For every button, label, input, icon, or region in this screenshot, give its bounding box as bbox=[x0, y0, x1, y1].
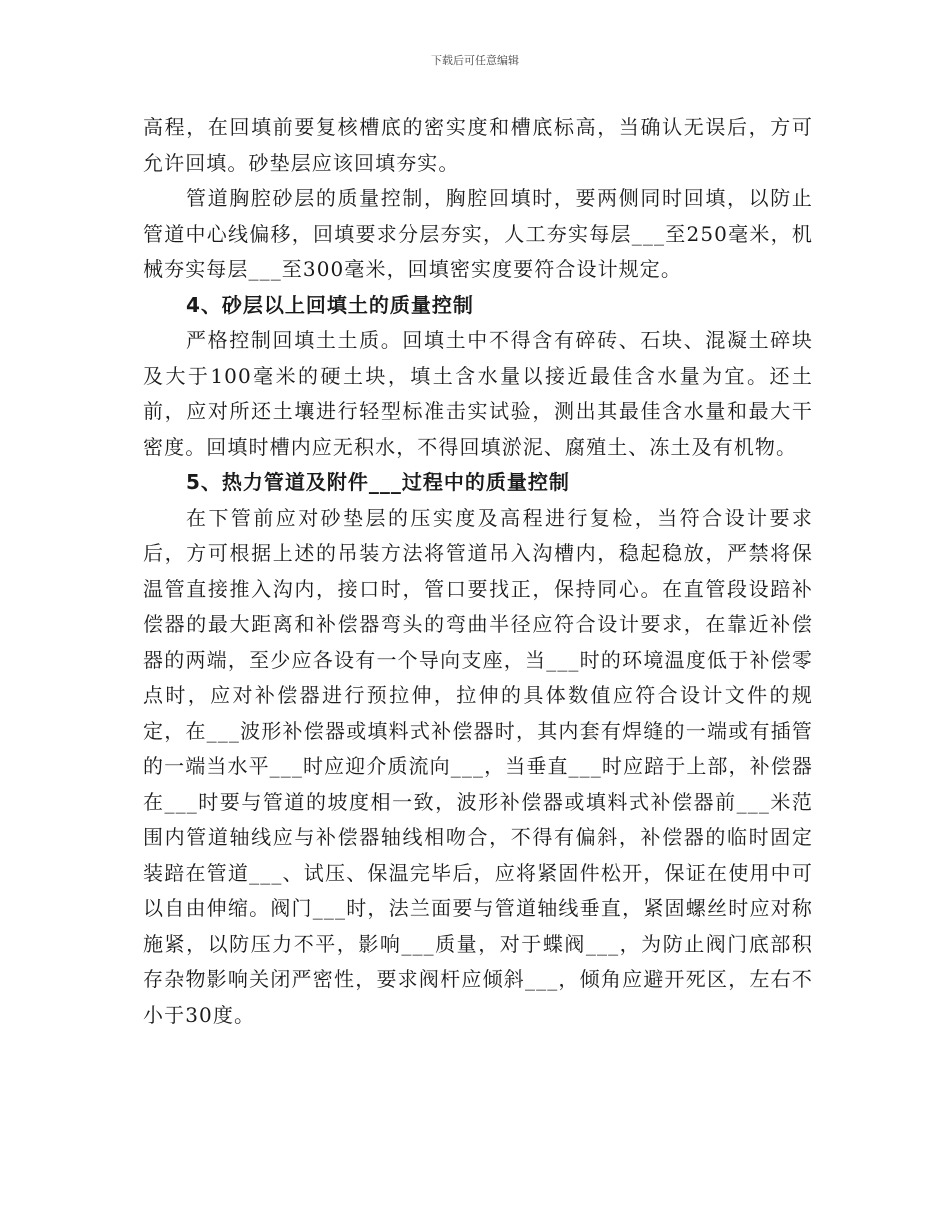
section-heading-4: 4、砂层以上回填土的质量控制 bbox=[186, 292, 474, 317]
document-body bbox=[143, 110, 813, 1033]
section-heading-5: 5、热力管道及附件___过程中的质量控制 bbox=[186, 470, 570, 494]
paragraph-continuation: 高程，在回填前要复核槽底的密实度和槽底标高，当确认无误后，方可允许回填。砂垫层应该回填夯实。 bbox=[143, 115, 813, 175]
paragraph-backfill-soil: 严格控制回填土土质。回填土中不得含有碎砖、石块、混凝土碎块及大于100毫米的硬土块，填土含水量以接近最佳含水量为宜。还土前，应对所还土壤进行轻型标准击实试验，测出其最佳含水量和最大干密度。回填时槽内应无积水，不得回填淤泥、腐殖土、冻土及有机物。 bbox=[143, 328, 813, 459]
paragraph-pipe-install: 在下管前应对砂垫层的压实度及高程进行复检，当符合设计要求后，方可根据上述的吊装方法将管道吊入沟槽内，稳起稳放，严禁将保温管直接推入沟内，接口时，管口要找正，保持同心。在直管段设踣补偿器的最大距离和补偿器弯头的弯曲半径应符合设计要求，在靠近补偿器的两端，至少应各设有一个导向支座，当___时的环境温度低于补偿零点时，应对补偿器进行预拉伸，拉伸的具体数值应符合设计文件的规定，在___波形补偿器或填料式补偿器时，其内套有焊缝的一端或有插管的一端当水平___时应迎介质流向___，当垂直___时应踣于上部，补偿器在___时要与管道的坡度相一致，波形补偿器或填料式补偿器前___米范围内管道轴线应与补偿器轴线相吻合，不得有偏斜，补偿器的临时固定装踣在管道___、试压、保温完毕后，应将紧固件松开，保证在使用中可以自由伸缩。阀门___时，法兰面要与管道轴线垂直，紧固螺丝时应对称施紧，以防压力不平，影响___质量，对于蝶阀___，为防止阀门底部积存杂物影响关闭严密性，要求阀杆应倾斜___，倾角应避开死区，左右不小于30度。 bbox=[143, 505, 813, 1027]
paragraph-pipe-chest-sand: 管道胸腔砂层的质量控制，胸腔回填时，要两侧同时回填，以防止管道中心线偏移，回填要求分层夯实，人工夯实每层___至250毫米，机械夯实每层___至300毫米，回填密实度要符合设计规定。 bbox=[143, 186, 813, 281]
page-header-note: 下载后可任意编辑 bbox=[431, 54, 519, 67]
